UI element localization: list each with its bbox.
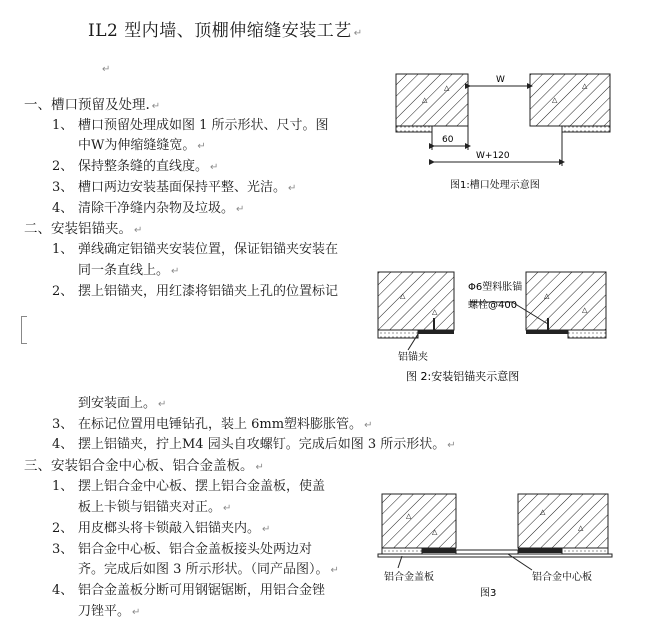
page-title: IL2 型内墙、顶棚伸缩缝安装工艺 ↵ — [88, 21, 363, 41]
list-item: 1、 槽口预留处理成如图 1 所示形状、尺寸。图 — [52, 118, 329, 133]
svg-text:△: △ — [544, 292, 550, 300]
list-item: 4、 清除干净缝内杂物及垃圾。 ↵ — [52, 201, 245, 216]
svg-text:△: △ — [540, 508, 546, 516]
cover-plate-label: 铝合金盖板 — [384, 572, 434, 583]
list-item: 3、 铝合金中心板、铝合金盖板接头处两边对 — [52, 542, 313, 557]
list-item: 1、 弹线确定铝锚夹安装位置，保证铝锚夹安装在 — [52, 242, 339, 257]
return-mark: ↵ — [353, 28, 363, 39]
list-item-continuation: 板上卡锁与铝锚夹对正。 ↵ — [78, 500, 232, 515]
list-item-continuation: 中W为伸缩缝缝宽。 ↵ — [78, 138, 206, 153]
bolt-label: Φ6塑料胀锚 — [468, 282, 523, 293]
figure-2-diagram — [372, 268, 612, 388]
center-plate — [456, 550, 518, 554]
section-heading-1: 一、槽口预留及处理. ↵ — [24, 97, 161, 113]
list-item-continuation: 到安装面上。 ↵ — [78, 396, 167, 411]
anchor-clip-right — [518, 548, 562, 553]
clip-label: 铝锚夹 — [398, 352, 428, 363]
svg-text:△: △ — [582, 82, 588, 90]
list-item: 3、 槽口两边安装基面保持平整、光洁。 ↵ — [52, 180, 297, 195]
section-heading-3: 三、安装铝合金中心板、铝合金盖板。 ↵ — [24, 458, 264, 474]
wall-left — [378, 272, 454, 330]
wall-left — [396, 74, 468, 126]
base-layer-left — [378, 330, 418, 338]
base-layer-left — [396, 126, 432, 132]
svg-text:△: △ — [422, 96, 428, 104]
list-item: 2、 用皮榔头将卡锁敲入铝锚夹内。 ↵ — [52, 521, 271, 536]
list-item-continuation: 齐。完成后如图 3 所示形状。（同产品图）。 ↵ — [78, 562, 339, 577]
list-item: 3、 在标记位置用电锤钻孔，装上 6mm塑料膨胀管。 ↵ — [52, 417, 373, 432]
dimension-w120-label: W+120 — [476, 151, 510, 161]
list-item: 2、 保持整条缝的直线度。 ↵ — [52, 159, 219, 174]
return-mark: ↵ — [102, 64, 111, 75]
svg-text:△: △ — [444, 84, 450, 92]
figure-1-diagram — [392, 66, 617, 196]
svg-text:△: △ — [406, 512, 412, 520]
base-layer-right — [562, 548, 608, 554]
list-item-continuation: 同一条直线上。 ↵ — [78, 263, 180, 278]
dimension-60-label: 60 — [442, 135, 454, 145]
svg-text:△: △ — [432, 528, 438, 536]
figure-1-caption: 图1:槽口处理示意图 — [450, 180, 540, 191]
svg-text:△: △ — [582, 306, 588, 314]
figure-2-caption: 图 2:安装铝锚夹示意图 — [406, 370, 520, 383]
anchor-clip-left — [422, 548, 456, 553]
list-item: 2、 摆上铝锚夹，用红漆将铝锚夹上孔的位置标记 — [52, 284, 339, 299]
svg-text:△: △ — [552, 96, 558, 104]
figure-3-diagram — [372, 490, 622, 602]
wall-right — [518, 494, 608, 548]
wall-left — [382, 494, 456, 548]
bolt-spacing-label: 螺栓@400 — [468, 300, 518, 311]
section-heading-2: 二、安装铝锚夹。 ↵ — [24, 221, 143, 237]
svg-text:△: △ — [400, 292, 406, 300]
wall-right — [526, 272, 606, 330]
base-layer-right — [568, 330, 606, 338]
wall-right — [530, 74, 610, 126]
svg-text:△: △ — [578, 524, 584, 532]
text-cursor-mark — [21, 316, 27, 344]
figure-3-caption: 图3 — [480, 588, 497, 599]
svg-text:△: △ — [432, 308, 438, 316]
list-item: 1、 摆上铝合金中心板、摆上铝合金盖板，使盖 — [52, 479, 326, 494]
dimension-w-label: W — [496, 75, 505, 85]
list-item: 4、 铝合金盖板分断可用钢锯锯断，用铝合金锉 — [52, 583, 326, 598]
list-item-continuation: 刀锉平。 ↵ — [78, 604, 141, 619]
list-item: 4、 摆上铝锚夹，拧上M4 园头自攻螺钉。完成后如图 3 所示形状。 ↵ — [52, 437, 456, 452]
base-layer-left — [382, 548, 422, 554]
center-plate-label: 铝合金中心板 — [532, 572, 592, 583]
base-layer-right — [562, 126, 610, 132]
anchor-clip-left — [418, 330, 454, 334]
